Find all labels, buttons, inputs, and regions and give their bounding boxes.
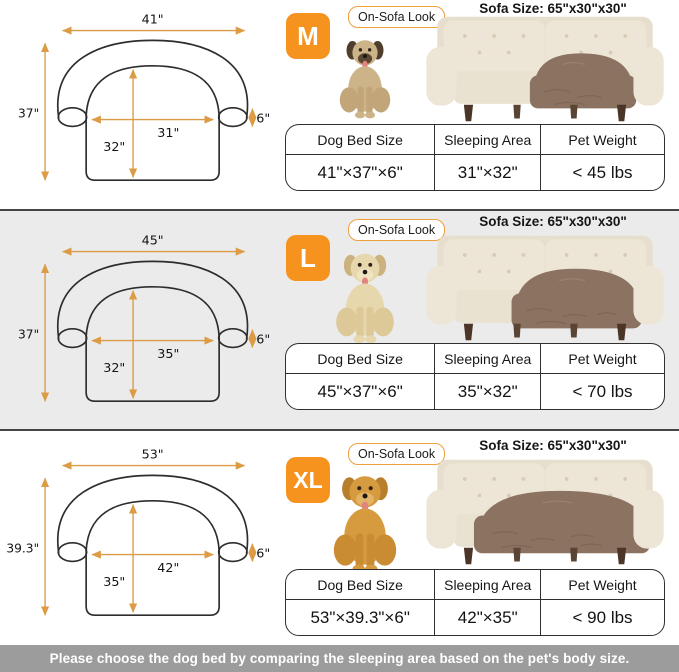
col-header-pet-weight: Pet Weight — [541, 125, 664, 155]
dimension-arrows — [45, 31, 252, 181]
dog-illustration-labrador — [330, 249, 400, 345]
size-row-xl — [0, 431, 679, 645]
dimension-arrows — [45, 252, 252, 402]
size-row-l — [0, 211, 679, 431]
dog-illustration-pug — [334, 36, 396, 120]
size-table-m — [285, 124, 665, 191]
dimension-labels — [18, 233, 270, 375]
bed-size-value: 53"×39.3"×6" — [286, 600, 435, 635]
size-badge-l: L — [286, 235, 330, 281]
col-header-sleeping-area: Sleeping Area — [435, 125, 541, 155]
col-header-pet-weight: Pet Weight — [541, 570, 664, 600]
dimension-labels — [18, 12, 270, 154]
col-header-sleeping-area: Sleeping Area — [435, 344, 541, 374]
bed-dimension-diagram-m — [4, 4, 270, 198]
col-header-bed-size: Dog Bed Size — [286, 344, 435, 374]
overall-width-label: 45" — [141, 232, 164, 248]
bottom-note-banner — [0, 645, 679, 672]
on-sofa-look-tag: On-Sofa Look — [348, 443, 445, 465]
overall-height-label: 37" — [18, 327, 40, 342]
bed-size-value: 45"×37"×6" — [286, 374, 435, 409]
sleeping-area-value: 35"×32" — [435, 374, 541, 409]
dog-bed-outline — [58, 475, 248, 615]
dog-bed-outline — [58, 40, 248, 180]
overall-width-label: 41" — [141, 11, 164, 27]
col-header-bed-size: Dog Bed Size — [286, 570, 435, 600]
sofa-size-label: Sofa Size: 65"x30"x30" — [479, 214, 627, 229]
col-header-sleeping-area: Sleeping Area — [435, 570, 541, 600]
bottom-note-text: Please choose the dog bed by comparing the sleeping area based on the pet's body size. — [49, 651, 630, 666]
size-badge-m: M — [286, 13, 330, 59]
dimension-labels — [6, 447, 270, 589]
bed-dimension-diagram-l — [4, 225, 270, 419]
sleep-width-label: 35" — [157, 346, 180, 362]
dog-illustration-golden-retriever — [326, 471, 404, 575]
dog-bed-outline — [58, 261, 248, 401]
pet-weight-value: < 90 lbs — [572, 607, 633, 627]
bolster-height-label: 6" — [256, 110, 270, 126]
sofa-illustration — [414, 233, 676, 343]
sofa-size-label: Sofa Size: 65"x30"x30" — [479, 1, 627, 16]
overall-width-label: 53" — [141, 446, 164, 462]
overall-height-label: 37" — [18, 106, 40, 121]
sleep-width-label: 31" — [157, 125, 180, 141]
overall-height-label: 39.3" — [6, 541, 40, 556]
sofa-illustration — [414, 457, 676, 567]
size-table-xl — [285, 569, 665, 636]
bed-dimension-diagram-xl — [4, 439, 270, 633]
on-sofa-look-tag: On-Sofa Look — [348, 219, 445, 241]
bed-size-value: 41"×37"×6" — [286, 155, 435, 190]
pet-weight-value: < 70 lbs — [572, 381, 633, 401]
bolster-height-label: 6" — [256, 545, 270, 561]
size-badge-xl: XL — [286, 457, 330, 503]
col-header-pet-weight: Pet Weight — [541, 344, 664, 374]
on-sofa-look-tag: On-Sofa Look — [348, 6, 445, 28]
sleep-width-label: 42" — [157, 560, 180, 576]
sofa-illustration — [414, 14, 676, 124]
sleep-height-label: 32" — [103, 359, 126, 375]
col-header-bed-size: Dog Bed Size — [286, 125, 435, 155]
sofa-size-label: Sofa Size: 65"x30"x30" — [479, 438, 627, 453]
sleeping-area-value: 31"×32" — [435, 155, 541, 190]
bolster-height-label: 6" — [256, 331, 270, 347]
sleeping-area-value: 42"×35" — [435, 600, 541, 635]
size-table-l — [285, 343, 665, 410]
sleep-height-label: 35" — [103, 573, 126, 589]
dimension-arrows — [45, 466, 252, 616]
size-row-m — [0, 0, 679, 211]
pet-weight-value: < 45 lbs — [572, 162, 633, 182]
sleep-height-label: 32" — [103, 138, 126, 154]
